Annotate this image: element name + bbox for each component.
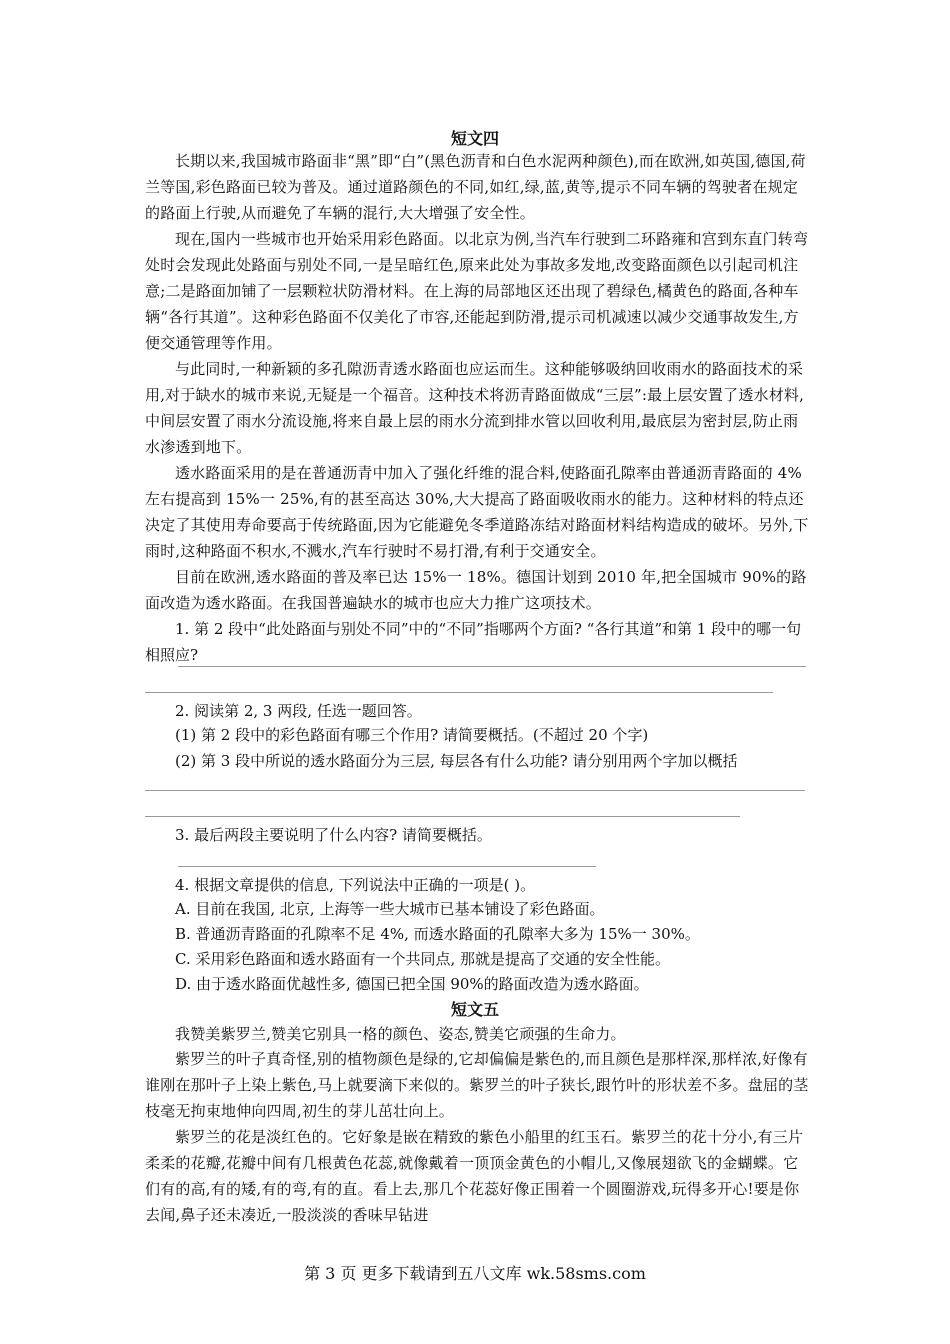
question-4-option-b: B. 普通沥青路面的孔隙率不足 4%, 而透水路面的孔隙率大多为 15%一 30%。 [175, 925, 700, 943]
s4-paragraph-4: 透水路面采用的是在普通沥青中加入了强化纤维的混合料,使路面孔隙率由普通沥青路面的 4%左右提高到 15%一 25%,有的甚至高达 30%,大大提高了路面吸收雨水的能力。这种材料的特点还决定了其使用寿命要高于传统路面,因为它能避免冬季道路冻结对路面材料结构造成的破坏。另外,下雨时,这种路面不积水,不溅水,汽车行驶时不易打滑,有利于交通安全。 [145, 464, 809, 560]
question-4-option-a: A. 目前在我国, 北京, 上海等一些大城市已基本铺设了彩色路面。 [175, 900, 605, 918]
answer-line[interactable] [145, 816, 740, 817]
question-2: 2. 阅读第 2, 3 两段, 任选一题回答。 [175, 702, 422, 720]
section-5-title: 短文五 [450, 1000, 499, 1019]
question-1: 1. 第 2 段中“此处路面与别处不同”中的“不同”指哪两个方面? “各行其道”和第 1 段中的哪一句相照应? [145, 620, 802, 664]
page-footer: 第 3 页 更多下载请到五八文库 wk.58sms.com [304, 1264, 646, 1283]
answer-line[interactable] [178, 666, 806, 667]
answer-line[interactable] [145, 692, 773, 693]
question-4-option-c: C. 采用彩色路面和透水路面有一个共同点, 那就是提高了交通的安全性能。 [175, 950, 671, 968]
s5-paragraph-3: 紫罗兰的花是淡红色的。它好象是嵌在精致的紫色小船里的红玉石。紫罗兰的花十分小,有三片柔柔的花瓣,花瓣中间有几根黄色花蕊,就像戴着一顶顶金黄色的小帽儿,又像展翅欲飞的金蝴蝶。它们有的高,有的矮,有的弯,有的直。看上去,那几个花蕊好像正围着一个圆圈游戏,玩得多开心!要是你去闻,鼻子还未凑近,一股淡淡的香味早钻进 [145, 1128, 804, 1224]
question-4-option-d: D. 由于透水路面优越性多, 德国已把全国 90%的路面改造为透水路面。 [175, 975, 649, 993]
s5-paragraph-1: 我赞美紫罗兰,赞美它别具一格的颜色、姿态,赞美它顽强的生命力。 [175, 1025, 626, 1043]
question-3: 3. 最后两段主要说明了什么内容? 请简要概括。 [175, 826, 492, 844]
section-4-title: 短文四 [450, 129, 499, 148]
answer-line[interactable] [145, 790, 805, 791]
s4-paragraph-3: 与此同时,一种新颖的多孔隙沥青透水路面也应运而生。这种能够吸纳回收雨水的路面技术的采用,对于缺水的城市来说,无疑是一个福音。这种技术将沥青路面做成“三层”:最上层安置了透水材料,中间层安置了雨水分流设施,将来自最上层的雨水分流到排水管以回收利用,最底层为密封层,防止雨水渗透到地下。 [145, 360, 805, 456]
answer-line[interactable] [178, 866, 596, 867]
s4-paragraph-1: 长期以来,我国城市路面非“黑”即“白”(黑色沥青和白色水泥两种颜色),而在欧洲,如英国,德国,荷兰等国,彩色路面已较为普及。通过道路颜色的不同,如红,绿,蓝,黄等,提示不同车辆的驾驶者在规定的路面上行驶,从而避免了车辆的混行,大大增强了安全性。 [145, 152, 806, 222]
question-4: 4. 根据文章提供的信息, 下列说法中正确的一项是( )。 [175, 876, 536, 894]
question-2-option-2: (2) 第 3 段中所说的透水路面分为三层, 每层各有什么功能? 请分别用两个字加以概括 [175, 752, 738, 770]
question-2-option-1: (1) 第 2 段中的彩色路面有哪三个作用? 请简要概括。(不超过 20 个字) [175, 726, 649, 744]
s4-paragraph-2: 现在,国内一些城市也开始采用彩色路面。以北京为例,当汽车行驶到二环路雍和宫到东直门转弯处时会发现此处路面与别处不同,一是呈暗红色,原来此处为事故多发地,改变路面颜色以引起司机注意;二是路面加铺了一层颗粒状防滑材料。在上海的局部地区还出现了碧绿色,橘黄色的路面,各种车辆“各行其道”。这种彩色路面不仅美化了市容,还能起到防滑,提示司机减速以减少交通事故发生,方便交通管理等作用。 [145, 230, 809, 352]
s4-paragraph-5: 目前在欧洲,透水路面的普及率已达 15%一 18%。德国计划到 2010 年,把全国城市 90%的路面改造为透水路面。在我国普遍缺水的城市也应大力推广这项技术。 [145, 568, 807, 612]
s5-paragraph-2: 紫罗兰的叶子真奇怪,别的植物颜色是绿的,它却偏偏是紫色的,而且颜色是那样深,那样浓,好像有谁刚在那叶子上染上紫色,马上就要滴下来似的。紫罗兰的叶子狭长,跟竹叶的形状差不多。盘屈的茎枝毫无拘束地伸向四周,初生的芽儿茁壮向上。 [145, 1050, 809, 1120]
